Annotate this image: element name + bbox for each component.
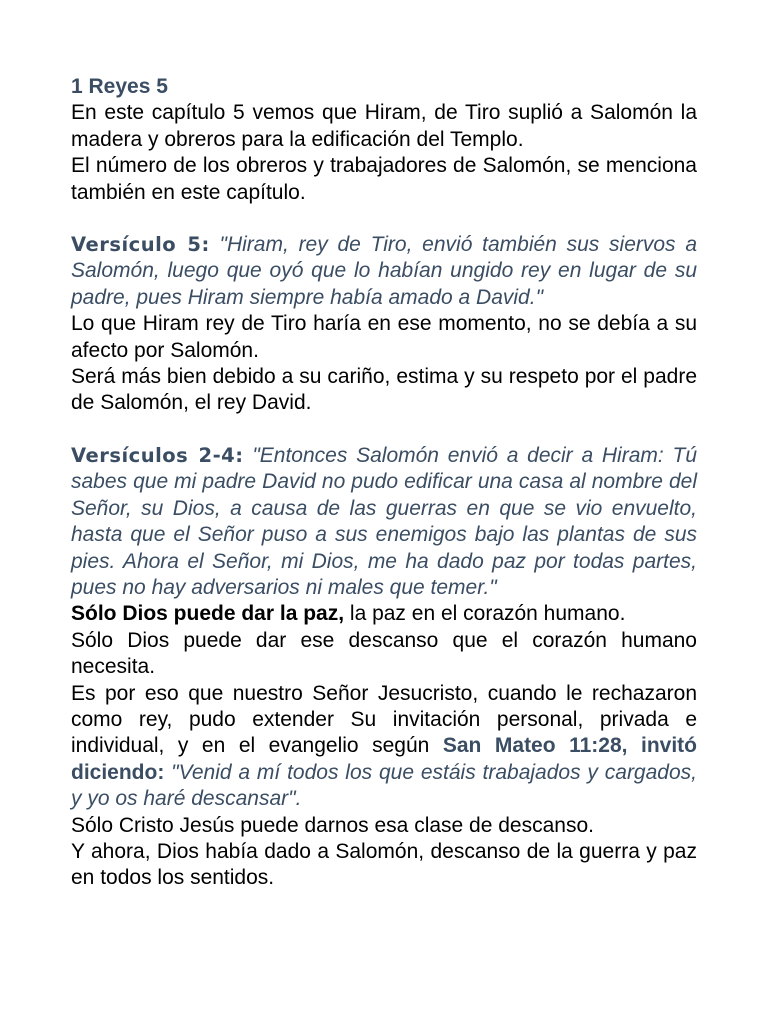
mateo-reference: San Mateo 11:28, invitó diciendo: [71, 734, 697, 784]
verses-2-4-label: Versículos 2-4: [71, 443, 244, 467]
peace-paragraph [71, 601, 697, 627]
spacer [71, 206, 697, 232]
verses-2-4-paragraph [71, 443, 697, 601]
peace-bold-text: Sólo Dios puede dar la paz, [71, 602, 345, 626]
document-page [71, 74, 697, 892]
chapter-title: 1 Reyes 5 [71, 75, 168, 98]
closing-paragraph-1: Sólo Cristo Jesús puede darnos esa clase de descanso. [71, 813, 594, 837]
spacer [71, 417, 697, 443]
verse-5-comment-1: Lo que Hiram rey de Tiro haría en ese momento, no se debía a su afecto por Salomón. [71, 312, 697, 362]
verses-2-4-quote: "Entonces Salomón envió a decir a Hiram: Tú sabes que mi padre David no pudo edificar una casa al nombre del Señor, su Dios, a causa de las guerras en que se vio envuelto, hasta que el Señor puso a sus enemigos bajo las plantas de sus pies. Ahora el Señor, mi Dios, me ha dado paz por todas partes, pues no hay adversarios ni males que temer." [71, 443, 697, 599]
verse-5-paragraph [71, 232, 697, 311]
verse-5-quote: "Hiram, rey de Tiro, envió también sus siervos a Salomón, luego que oyó que lo habían ungido rey en lugar de su padre, pues Hiram siempre había amado a David." [71, 233, 697, 309]
verse-5-label: Versículo 5: [71, 233, 210, 257]
peace-rest-text: la paz en el corazón humano. [344, 602, 626, 626]
jesus-paragraph [71, 681, 697, 813]
closing-paragraph-2: Y ahora, Dios había dado a Salomón, descanso de la guerra y paz en todos los sentidos. [71, 839, 697, 890]
chapter-title-line [71, 74, 697, 100]
intro-paragraph-2: El número de los obreros y trabajadores de Salomón, se menciona también en este capítulo. [71, 154, 697, 204]
verse-5-comment-2: Será más bien debido a su cariño, estima y su respeto por el padre de Salomón, el rey David. [71, 365, 697, 415]
rest-paragraph: Sólo Dios puede dar ese descanso que el corazón humano necesita. [71, 628, 697, 679]
jesus-text: Es por eso que nuestro Señor Jesucristo, cuando le rechazaron como rey, pudo extender Su invitación personal, privada e individual, y en el evangelio según [71, 681, 697, 758]
intro-paragraph-1: En este capítulo 5 vemos que Hiram, de Tiro suplió a Salomón la madera y obreros para la edificación del Templo. [71, 101, 697, 151]
mateo-quote: "Venid a mí todos los que estáis trabajados y cargados, y yo os haré descansar". [71, 760, 697, 811]
